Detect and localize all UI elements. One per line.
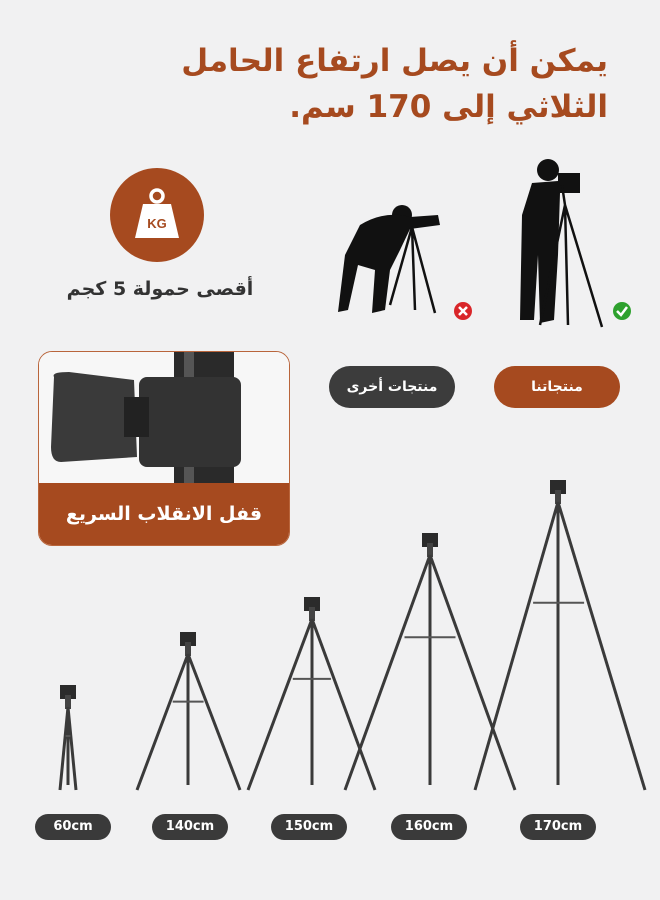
flip-lock-photo-icon xyxy=(39,352,289,483)
kg-text: KG xyxy=(147,216,167,231)
bending-photographer-icon xyxy=(330,195,480,330)
height-label-150: 150cm xyxy=(271,814,347,840)
max-load-label: أقصى حمولة 5 كجم xyxy=(66,278,254,300)
tripod-160cm xyxy=(345,533,515,790)
tripod-heights-illustration xyxy=(0,470,660,800)
tripod-60cm xyxy=(60,685,76,790)
headline-line-1: يمكن أن يصل ارتفاع الحامل xyxy=(181,43,608,79)
height-label-60: 60cm xyxy=(35,814,111,840)
our-products-label: منتجاتنا xyxy=(494,366,620,408)
height-label-170: 170cm xyxy=(520,814,596,840)
weight-badge xyxy=(110,168,204,262)
height-label-160: 160cm xyxy=(391,814,467,840)
other-products-label: منتجات أخرى xyxy=(329,366,455,408)
standing-photographer-icon xyxy=(510,155,640,330)
kettlebell-weight-icon xyxy=(110,168,204,262)
quick-flip-lock-label: قفل الانقلاب السريع xyxy=(39,483,289,545)
headline-line-2: الثلاثي إلى 170 سم. xyxy=(289,89,608,125)
tripod-170cm xyxy=(475,480,645,790)
height-label-140: 140cm xyxy=(152,814,228,840)
tripod-140cm xyxy=(137,632,240,790)
headline xyxy=(48,38,608,130)
